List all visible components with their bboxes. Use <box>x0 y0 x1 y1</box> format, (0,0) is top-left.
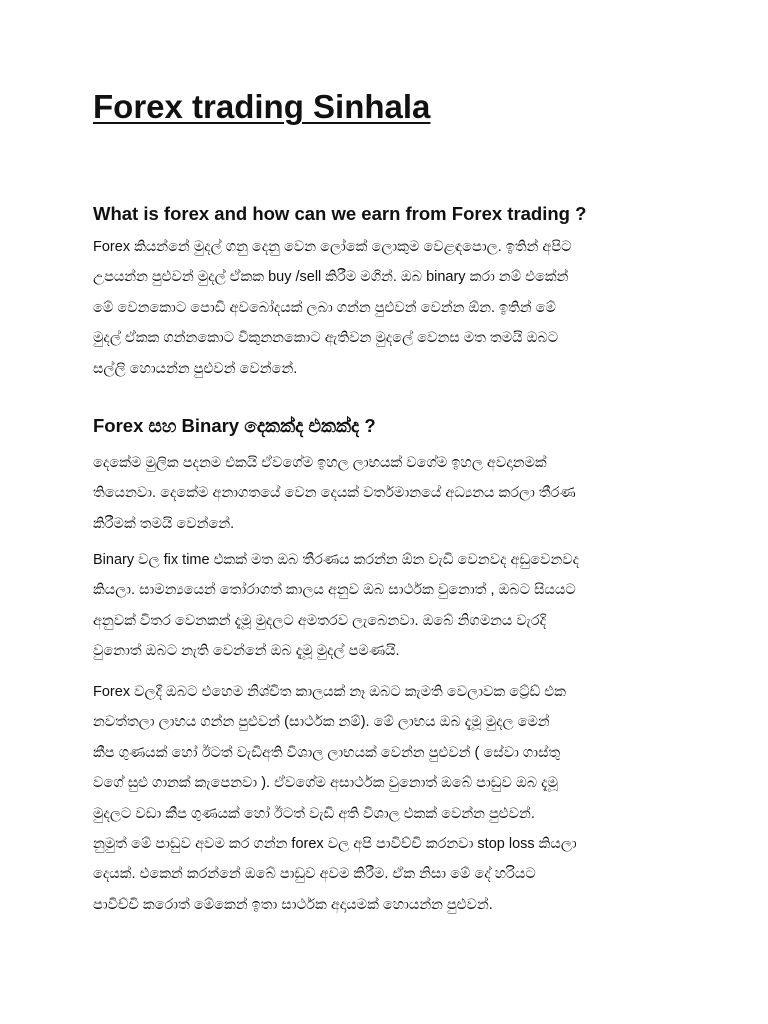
paragraph-line: මුදලට වඩා කීප ගුණයක් හෝ ඊටත් වැඩි අති විශාල එකක් වෙන්න පුළුවන්. <box>93 805 535 822</box>
paragraph-line: Forex කියන්නේ මුදල් ගනු දෙනු වෙන ලෝකේ ලොකුම වෙළඳපොල. ඉතින් අපිට <box>93 239 572 255</box>
paragraph-line: මුදල් ඒකක ගන්නකොට විකුනනකොට ඇතිවන මුදලේ වෙනස මත තමයි ඔබට <box>93 330 559 347</box>
paragraph-line: මේ වෙනකොට පොඩි අවබෝදයක් ලබා ගන්න පුළුවන් වෙන්න ඕන. ඉතින් මේ <box>93 299 556 316</box>
paragraph-line: වගේ සුළු ගානක් කැපෙනවා ). ඒවගේම අසාර්ථක වුනොත් ඔබේ පාඩුව ඔබ දැමූ <box>93 775 558 792</box>
paragraph-line: Binary වල fix time එකක් මත ඔබ තීරණය කරන්න ඕන වැඩි වෙනවද අඩුවෙනවද <box>93 552 580 568</box>
paragraph-binary <box>93 545 678 667</box>
paragraph-forex-intro <box>93 232 678 384</box>
paragraph-common-basis <box>93 448 678 539</box>
paragraph-line: උපයන්න පුළුවන් මුදල් ඒකක buy /sell කිරීම මගින්. ඔබ binary කරා නම් එකේන් <box>93 269 569 286</box>
paragraph-line: තියෙනවා. දෙකේම අනාගතයේ වෙන දෙයක් වර්තමානයේ අධ්‍යනය කරලා තීරණ <box>93 485 576 502</box>
paragraph-line: සල්ලි හොයන්න පුළුවන් වෙන්නේ. <box>93 360 298 377</box>
paragraph-line: වුනොත් ඔබට නැති වෙන්නේ ඔබ දැමූ මුදල් පමණයි. <box>93 643 400 660</box>
paragraph-line: නුමුත් මේ පාඩුව අවම කර ගන්න forex වල අපි පාවිච්චි කරනවා stop loss කියලා <box>93 836 577 853</box>
paragraph-line: කීප ගුණයක් හෝ ඊටත් වැඩිඅති විශාල ලාභයක් වෙන්න පුළුවන් ( සේවා ගාස්තු <box>93 744 561 761</box>
paragraph-line: පාවිච්චි කරොත් මේකෙන් ඉතා සාර්ථක අදායමක් හොයන්න පුළුවන්. <box>93 896 493 913</box>
document-title: Forex trading Sinhala <box>93 88 431 125</box>
paragraph-forex <box>93 677 678 920</box>
paragraph-line: කියලා. සාමන්‍යයෙන් තෝරාගත් කාලය අනුව ඔබ සාර්ථක වුනොත් , ඔබට සියයට <box>93 582 576 599</box>
paragraph-line: අනුවක් විතර වෙනකන් දැමූ මුදලට අමතරව ලැබෙනවා. ඔබේ නිගමනය වැරදි <box>93 612 547 629</box>
paragraph-line: දෙකේම මුලික පදනම එකයි ඒවගේම ඉහල ලාභයක් වගේම ඉහල අවදානමක් <box>93 455 547 471</box>
paragraph-line: Forex වලදී ඔබට එහෙම නිශ්චිත කාලයක් නෑ ඔබට කැමති වෙලාවක ට්‍රේඩ් එක <box>93 684 566 700</box>
section-heading-forex-vs-binary: Forex සහ Binary දෙකක්ද එකක්ද ? <box>93 415 376 436</box>
paragraph-line: දෙයක්. එකෙන් කරන්නේ ඔබේ පාඩුව අවම කිරීම. ඒක නිසා මේ දේ හරියට <box>93 866 536 883</box>
paragraph-line: කිරීමක් තමයි වෙන්නේ. <box>93 515 235 532</box>
section-heading-what-is-forex: What is forex and how can we earn from Forex trading ? <box>93 203 587 224</box>
paragraph-line: නවත්තලා ලාභය ගන්න පුළුවන් (සාර්ථක නම්). මේ ලාභය ඔබ දැමූ මුදල මෙන් <box>93 714 550 731</box>
